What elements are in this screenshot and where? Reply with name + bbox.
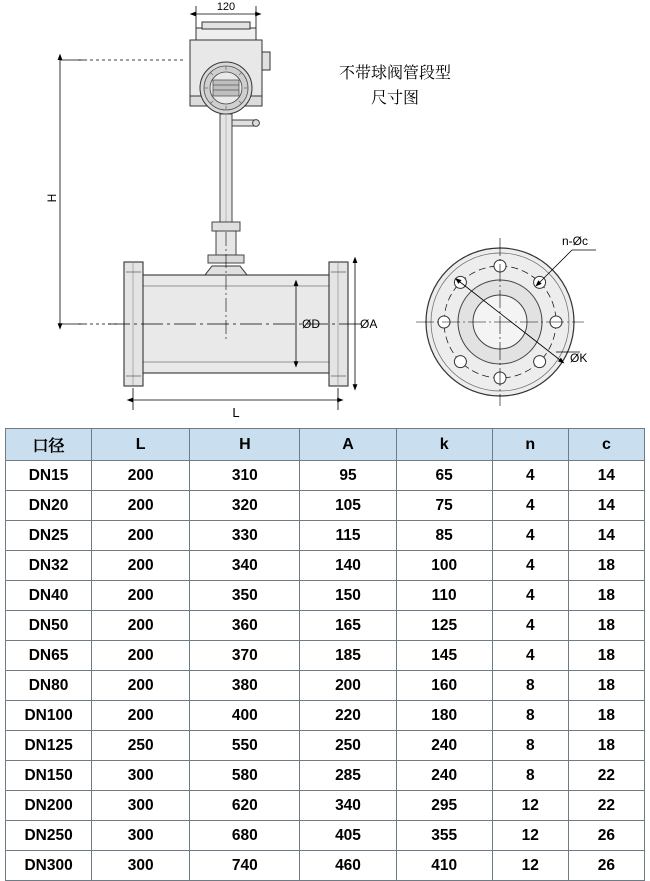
table-cell: 410 — [396, 851, 492, 881]
table-cell: 300 — [92, 851, 190, 881]
table-cell: 4 — [492, 551, 568, 581]
table-cell: 400 — [190, 701, 300, 731]
table-cell: 200 — [92, 521, 190, 551]
table-cell: 200 — [92, 671, 190, 701]
table-cell: 12 — [492, 851, 568, 881]
table-cell: 18 — [568, 731, 644, 761]
table-row — [6, 671, 645, 701]
table-cell: DN40 — [6, 581, 92, 611]
table-cell: 22 — [568, 791, 644, 821]
dimension-120-label: 120 — [216, 1, 236, 13]
dimension-L-label: L — [232, 405, 240, 420]
table-cell: DN20 — [6, 491, 92, 521]
table-cell: 285 — [300, 761, 396, 791]
table-cell: 295 — [396, 791, 492, 821]
table-cell: 4 — [492, 491, 568, 521]
table-cell: DN15 — [6, 461, 92, 491]
table-row — [6, 731, 645, 761]
table-cell: 65 — [396, 461, 492, 491]
table-cell: 85 — [396, 521, 492, 551]
table-cell: 4 — [492, 521, 568, 551]
table-cell: 4 — [492, 581, 568, 611]
table-cell: 4 — [492, 641, 568, 671]
table-cell: 200 — [92, 491, 190, 521]
table-cell: 18 — [568, 701, 644, 731]
table-cell: 4 — [492, 611, 568, 641]
table-cell: 240 — [396, 761, 492, 791]
table-cell: 340 — [300, 791, 396, 821]
table-cell: 18 — [568, 611, 644, 641]
table-cell: 405 — [300, 821, 396, 851]
table-header-cell: L — [92, 429, 190, 461]
table-row — [6, 701, 645, 731]
table-cell: 22 — [568, 761, 644, 791]
table-cell: DN125 — [6, 731, 92, 761]
table-row — [6, 821, 645, 851]
table-cell: DN200 — [6, 791, 92, 821]
dimension-A-label: ØA — [360, 317, 378, 331]
label-n-oc: n-Øc — [562, 234, 589, 248]
table-header-cell: A — [300, 429, 396, 461]
table-cell: 140 — [300, 551, 396, 581]
table-cell: 460 — [300, 851, 396, 881]
table-row — [6, 581, 645, 611]
dimension-table — [5, 428, 645, 881]
table-cell: DN80 — [6, 671, 92, 701]
table-cell: 18 — [568, 581, 644, 611]
table-cell: 18 — [568, 671, 644, 701]
table-cell: 185 — [300, 641, 396, 671]
table-cell: DN65 — [6, 641, 92, 671]
table-cell: 165 — [300, 611, 396, 641]
table-cell: 8 — [492, 731, 568, 761]
table-header-row — [6, 429, 645, 461]
caption-line-2: 尺寸图 — [370, 89, 419, 107]
table-header-cell: H — [190, 429, 300, 461]
table-cell: 680 — [190, 821, 300, 851]
table-cell: 180 — [396, 701, 492, 731]
table-row — [6, 791, 645, 821]
table-cell: 350 — [190, 581, 300, 611]
table-cell: 380 — [190, 671, 300, 701]
probe-stem — [220, 114, 259, 222]
table-cell: DN100 — [6, 701, 92, 731]
table-cell: 580 — [190, 761, 300, 791]
table-cell: 4 — [492, 461, 568, 491]
table-cell: 12 — [492, 821, 568, 851]
table-cell: DN300 — [6, 851, 92, 881]
dimension-D-label: ØD — [302, 317, 320, 331]
table-row — [6, 851, 645, 881]
table-cell: 105 — [300, 491, 396, 521]
table-header-cell: 口径 — [6, 429, 92, 461]
table-cell: 95 — [300, 461, 396, 491]
technical-drawing — [0, 0, 650, 424]
table-cell: 200 — [92, 461, 190, 491]
table-row — [6, 641, 645, 671]
table-cell: 75 — [396, 491, 492, 521]
table-cell: 200 — [92, 611, 190, 641]
table-cell: 200 — [92, 581, 190, 611]
label-ok: ØK — [570, 351, 588, 365]
table-cell: DN50 — [6, 611, 92, 641]
table-cell: DN25 — [6, 521, 92, 551]
table-cell: 360 — [190, 611, 300, 641]
table-cell: 740 — [190, 851, 300, 881]
table-cell: 330 — [190, 521, 300, 551]
table-cell: 620 — [190, 791, 300, 821]
table-header-cell: k — [396, 429, 492, 461]
table-cell: 355 — [396, 821, 492, 851]
table-header-cell: n — [492, 429, 568, 461]
table-cell: 14 — [568, 491, 644, 521]
table-cell: 550 — [190, 731, 300, 761]
table-cell: 220 — [300, 701, 396, 731]
table-cell: 18 — [568, 551, 644, 581]
table-cell: 370 — [190, 641, 300, 671]
table-cell: 320 — [190, 491, 300, 521]
table-row — [6, 521, 645, 551]
table-cell: 150 — [300, 581, 396, 611]
table-cell: 250 — [92, 731, 190, 761]
table-cell: 125 — [396, 611, 492, 641]
table-cell: 200 — [92, 551, 190, 581]
table-cell: DN32 — [6, 551, 92, 581]
table-cell: 8 — [492, 671, 568, 701]
table-row — [6, 611, 645, 641]
table-cell: 8 — [492, 701, 568, 731]
table-cell: 18 — [568, 641, 644, 671]
drawing-caption — [300, 62, 490, 112]
table-cell: 26 — [568, 821, 644, 851]
table-cell: 340 — [190, 551, 300, 581]
table-cell: 12 — [492, 791, 568, 821]
table-cell: 8 — [492, 761, 568, 791]
table-row — [6, 551, 645, 581]
display-dial — [200, 62, 252, 114]
table-header-cell: c — [568, 429, 644, 461]
table-cell: 14 — [568, 461, 644, 491]
table-row — [6, 461, 645, 491]
table-cell: 300 — [92, 791, 190, 821]
table-cell: 310 — [190, 461, 300, 491]
table-cell: 145 — [396, 641, 492, 671]
table-cell: 14 — [568, 521, 644, 551]
table-cell: 250 — [300, 731, 396, 761]
table-cell: 300 — [92, 821, 190, 851]
table-cell: 115 — [300, 521, 396, 551]
caption-line-1: 不带球阀管段型 — [338, 65, 451, 82]
table-cell: 100 — [396, 551, 492, 581]
dimension-H-label: H — [45, 193, 59, 203]
table-cell: 26 — [568, 851, 644, 881]
table-cell: DN150 — [6, 761, 92, 791]
table-row — [6, 491, 645, 521]
table-cell: 200 — [92, 701, 190, 731]
table-cell: 110 — [396, 581, 492, 611]
table-cell: 300 — [92, 761, 190, 791]
table-cell: 240 — [396, 731, 492, 761]
table-cell: 160 — [396, 671, 492, 701]
table-cell: DN250 — [6, 821, 92, 851]
table-cell: 200 — [92, 641, 190, 671]
table-cell: 200 — [300, 671, 396, 701]
table-row — [6, 761, 645, 791]
